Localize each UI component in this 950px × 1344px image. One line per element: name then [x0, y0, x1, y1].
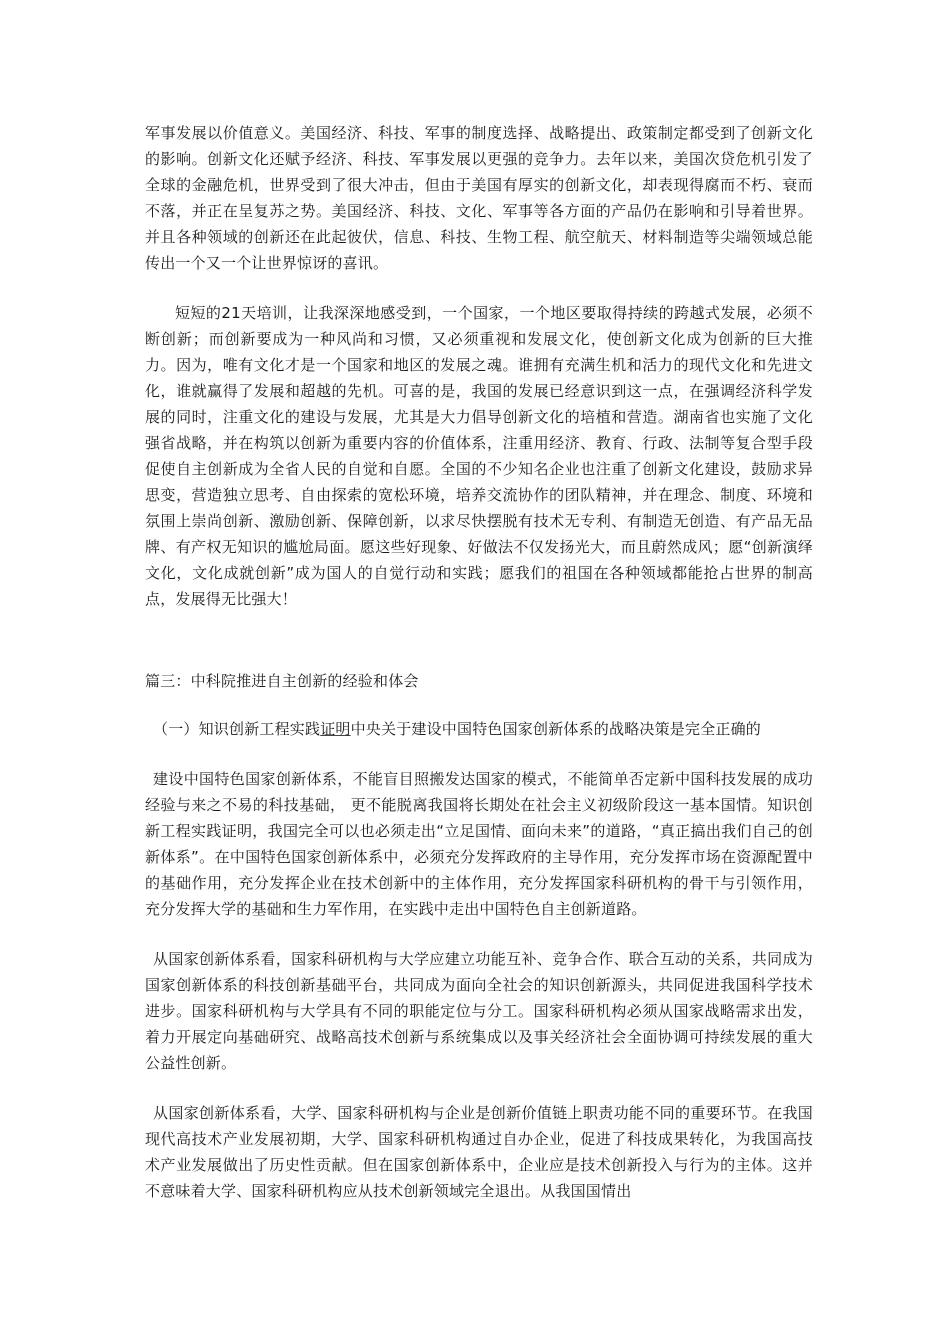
- section-heading: 篇三：中科院推进自主创新的经验和体会: [145, 672, 419, 690]
- document-page: [145, 120, 813, 1228]
- subsection-text-before: （一）知识创新工程实践: [153, 720, 321, 738]
- proof-link[interactable]: 证明: [320, 720, 351, 738]
- subsection-heading: [145, 716, 813, 742]
- paragraph-4: 从国家创新体系看，国家科研机构与大学应建立功能互补、竞争合作、联合互动的关系，共同成为国家创新体系的科技创新基础平台，共同成为面向全社会的知识创新源头，共同促进我国科学技术进步。国家科研机构与大学具有不同的职能定位与分工。国家科研机构必须从国家战略需求出发，着力开展定向基础研究、战略高技术创新与系统集成以及事关经济社会全面协调可持续发展的重大公益性创新。: [145, 950, 813, 1072]
- paragraph-1: 军事发展以价值意义。美国经济、科技、军事的制度选择、战略提出、政策制定都受到了创新文化的影响。创新文化还赋予经济、科技、军事发展以更强的竞争力。去年以来，美国次贷危机引发了全球的金融危机，世界受到了很大冲击，但由于美国有厚实的创新文化，却表现得腐而不朽、衰而不落，并正在呈复苏之势。美国经济、科技、文化、军事等各方面的产品仍在影响和引导着世界。并且各种领域的创新还在此起彼伏，信息、科技、生物工程、航空航天、材料制造等尖端领域总能传出一个又一个让世界惊讶的喜讯。: [145, 124, 813, 272]
- paragraph-2: 短短的21天培训，让我深深地感受到，一个国家，一个地区要取得持续的跨越式发展，必须不断创新；而创新要成为一种风尚和习惯，又必须重视和发展文化，使创新文化成为创新的巨大推力。因为，唯有文化才是一个国家和地区的发展之魂。谁拥有充满生机和活力的现代文化和先进文化，谁就赢得了发展和超越的先机。可喜的是，我国的发展已经意识到这一点，在强调经济科学发展的同时，注重文化的建设与发展，尤其是大力倡导创新文化的培植和营造。湖南省也实施了文化强省战略，并在构筑以创新为重要内容的价值体系，注重用经济、教育、行政、法制等复合型手段促使自主创新成为全省人民的自觉和自愿。全国的不少知名企业也注重了创新文化建设，鼓励求异思变，营造独立思考、自由探索的宽松环境，培养交流协作的团队精神，并在理念、制度、环境和氛围上崇尚创新、激励创新、保障创新，以求尽快摆脱有技术无专利、有制造无创造、有产品无品牌、有产权无知识的尴尬局面。愿这些好现象、好做法不仅发扬光大，而且蔚然成风；愿“创新演绎文化，文化成就创新”成为国人的自觉行动和实践；愿我们的祖国在各种领域都能抢占世界的制高点，发展得无比强大！: [145, 304, 813, 608]
- paragraph-3: 建设中国特色国家创新体系，不能盲目照搬发达国家的模式，不能简单否定新中国科技发展的成功经验与来之不易的科技基础， 更不能脱离我国将长期处在社会主义初级阶段这一基本国情。知识创新工程实践证明，我国完全可以也必须走出“立足国情、面向未来”的道路，“真正搞出我们自己的创新体系”。在中国特色国家创新体系中，必须充分发挥政府的主导作用，充分发挥市场在资源配置中的基础作用，充分发挥企业在技术创新中的主体作用，充分发挥国家科研机构的骨干与引领作用，充分发挥大学的基础和生力军作用，在实践中走出中国特色自主创新道路。: [145, 770, 813, 918]
- paragraph-5: 从国家创新体系看，大学、国家科研机构与企业是创新价值链上职责功能不同的重要环节。在我国现代高技术产业发展初期，大学、国家科研机构通过自办企业，促进了科技成果转化，为我国高技术产业发展做出了历史性贡献。但在国家创新体系中，企业应是技术创新投入与行为的主体。这并不意味着大学、国家科研机构应从技术创新领域完全退出。从我国国情出: [145, 1104, 813, 1200]
- subsection-text-after: 中央关于建设中国特色国家创新体系的战略决策是完全正确的: [350, 720, 762, 738]
